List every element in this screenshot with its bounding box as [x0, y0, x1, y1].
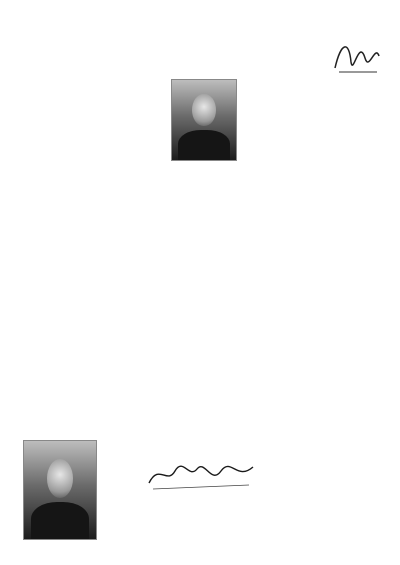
text-line [6, 321, 124, 328]
text-line [6, 384, 124, 391]
text-line [6, 251, 124, 258]
text-line [137, 300, 261, 307]
text-line [270, 279, 394, 286]
text-line [270, 454, 394, 461]
text-line [270, 356, 394, 363]
text-line [137, 160, 261, 167]
text-line [137, 209, 261, 216]
signature-image [145, 455, 257, 495]
text-line [270, 111, 394, 118]
text-line [270, 370, 394, 377]
text-line [6, 370, 124, 377]
text-line [6, 279, 124, 286]
text-line [6, 216, 124, 223]
text-line [270, 146, 394, 153]
text-line [270, 230, 394, 237]
text-line [6, 314, 124, 321]
text-line [137, 293, 261, 300]
text-line [270, 517, 394, 524]
text-line [137, 335, 261, 342]
text-line [270, 202, 394, 209]
text-line [6, 377, 124, 384]
text-line [270, 489, 394, 496]
column-middle-text [137, 6, 261, 468]
text-line [137, 6, 261, 13]
text-line [6, 286, 124, 293]
text-line [6, 160, 124, 167]
text-line [137, 286, 261, 293]
text-line [137, 181, 261, 188]
text-line [137, 188, 261, 195]
signature-emblem [329, 32, 387, 80]
text-line [270, 132, 394, 139]
text-line [137, 279, 261, 286]
text-line [270, 90, 394, 97]
text-line [137, 440, 261, 447]
text-line [6, 209, 124, 216]
text-line [137, 426, 261, 433]
text-line [270, 195, 394, 202]
text-line [270, 265, 394, 272]
text-line [137, 202, 261, 209]
text-line [137, 230, 261, 237]
text-line [270, 244, 394, 251]
text-line [6, 545, 124, 552]
text-line [270, 412, 394, 419]
text-line [6, 356, 124, 363]
text-line [270, 83, 394, 90]
text-line [137, 272, 261, 279]
text-line [270, 349, 394, 356]
text-line [270, 496, 394, 503]
text-line [270, 468, 394, 475]
text-line [270, 13, 394, 20]
text-line [270, 482, 394, 489]
text-line [270, 342, 394, 349]
text-line [270, 104, 394, 111]
text-line [137, 433, 261, 440]
text-line [137, 223, 261, 230]
text-line [6, 76, 124, 83]
text-line [6, 13, 124, 20]
text-line [137, 20, 261, 27]
column-right-text [270, 6, 394, 524]
text-line [6, 34, 124, 41]
text-line [137, 314, 261, 321]
text-line [6, 125, 124, 132]
text-line [6, 118, 124, 125]
text-line [6, 237, 124, 244]
text-line [6, 223, 124, 230]
text-line [270, 139, 394, 146]
text-line [137, 216, 261, 223]
text-line [137, 27, 261, 34]
text-line [6, 167, 124, 174]
text-line [137, 174, 261, 181]
text-line [137, 244, 261, 251]
text-line [137, 328, 261, 335]
text-line [6, 244, 124, 251]
text-line [270, 160, 394, 167]
text-line [270, 426, 394, 433]
text-line [6, 195, 124, 202]
text-line [270, 321, 394, 328]
text-line [137, 412, 261, 419]
text-line [6, 335, 124, 342]
text-line [270, 237, 394, 244]
text-line [6, 405, 124, 412]
text-line [137, 405, 261, 412]
text-line [6, 293, 124, 300]
text-line [270, 391, 394, 398]
text-line [137, 391, 261, 398]
text-line [270, 398, 394, 405]
text-line [270, 510, 394, 517]
text-line [6, 27, 124, 34]
text-line [137, 195, 261, 202]
text-line [137, 447, 261, 454]
text-line [6, 258, 124, 265]
portrait-photo-sister [171, 79, 237, 161]
text-line [137, 342, 261, 349]
text-line [6, 55, 124, 62]
text-line [137, 167, 261, 174]
text-line [6, 398, 124, 405]
text-line [270, 503, 394, 510]
text-line [270, 419, 394, 426]
text-line [6, 181, 124, 188]
text-line [6, 328, 124, 335]
text-line [6, 83, 124, 90]
text-line [270, 447, 394, 454]
text-line [137, 377, 261, 384]
text-line [6, 174, 124, 181]
text-line [6, 349, 124, 356]
text-line [6, 6, 124, 13]
text-line [270, 118, 394, 125]
text-line [270, 216, 394, 223]
text-line [137, 349, 261, 356]
text-line [6, 132, 124, 139]
text-line [270, 20, 394, 27]
text-line [6, 426, 124, 433]
text-line [137, 419, 261, 426]
text-line [137, 41, 261, 48]
text-line [6, 104, 124, 111]
text-line [270, 293, 394, 300]
text-line [6, 307, 124, 314]
text-line [270, 188, 394, 195]
text-line [137, 237, 261, 244]
text-line [6, 300, 124, 307]
text-line [270, 405, 394, 412]
text-line [137, 34, 261, 41]
text-line [270, 174, 394, 181]
text-line [270, 307, 394, 314]
text-line [6, 272, 124, 279]
text-line [270, 377, 394, 384]
text-line [270, 167, 394, 174]
text-line [137, 69, 261, 76]
text-line [270, 251, 394, 258]
text-line [270, 300, 394, 307]
text-line [270, 223, 394, 230]
text-line [137, 251, 261, 258]
text-line [270, 6, 394, 13]
text-line [270, 314, 394, 321]
column-right [270, 6, 394, 524]
text-line [6, 97, 124, 104]
text-line [6, 62, 124, 69]
text-line [6, 419, 124, 426]
text-line [6, 230, 124, 237]
text-line [270, 461, 394, 468]
text-line [137, 363, 261, 370]
text-line [137, 384, 261, 391]
text-line [137, 62, 261, 69]
text-line [137, 370, 261, 377]
text-line [137, 265, 261, 272]
text-line [137, 48, 261, 55]
text-line [270, 286, 394, 293]
text-line [6, 342, 124, 349]
text-line [6, 41, 124, 48]
text-line [270, 335, 394, 342]
text-line [137, 356, 261, 363]
text-line [270, 328, 394, 335]
text-line [137, 258, 261, 265]
text-line [270, 97, 394, 104]
text-line [270, 440, 394, 447]
text-line [270, 363, 394, 370]
text-line [6, 412, 124, 419]
text-line [6, 20, 124, 27]
text-line [270, 258, 394, 265]
text-line [6, 146, 124, 153]
text-line [6, 153, 124, 160]
text-line [270, 272, 394, 279]
text-line [6, 90, 124, 97]
text-line [270, 433, 394, 440]
text-line [270, 153, 394, 160]
text-line [6, 265, 124, 272]
text-line [6, 69, 124, 76]
text-line [6, 433, 124, 440]
text-line [6, 139, 124, 146]
text-line [6, 48, 124, 55]
text-line [137, 13, 261, 20]
text-line [6, 363, 124, 370]
text-line [6, 202, 124, 209]
text-line [137, 307, 261, 314]
text-line [270, 209, 394, 216]
text-line [137, 398, 261, 405]
text-line [6, 188, 124, 195]
text-line [270, 125, 394, 132]
text-line [270, 384, 394, 391]
column-middle [137, 6, 261, 468]
text-line [6, 111, 124, 118]
portrait-photo-clergyman [23, 440, 97, 540]
text-line [137, 321, 261, 328]
text-line [270, 475, 394, 482]
text-line [6, 391, 124, 398]
text-line [137, 55, 261, 62]
text-line [270, 181, 394, 188]
